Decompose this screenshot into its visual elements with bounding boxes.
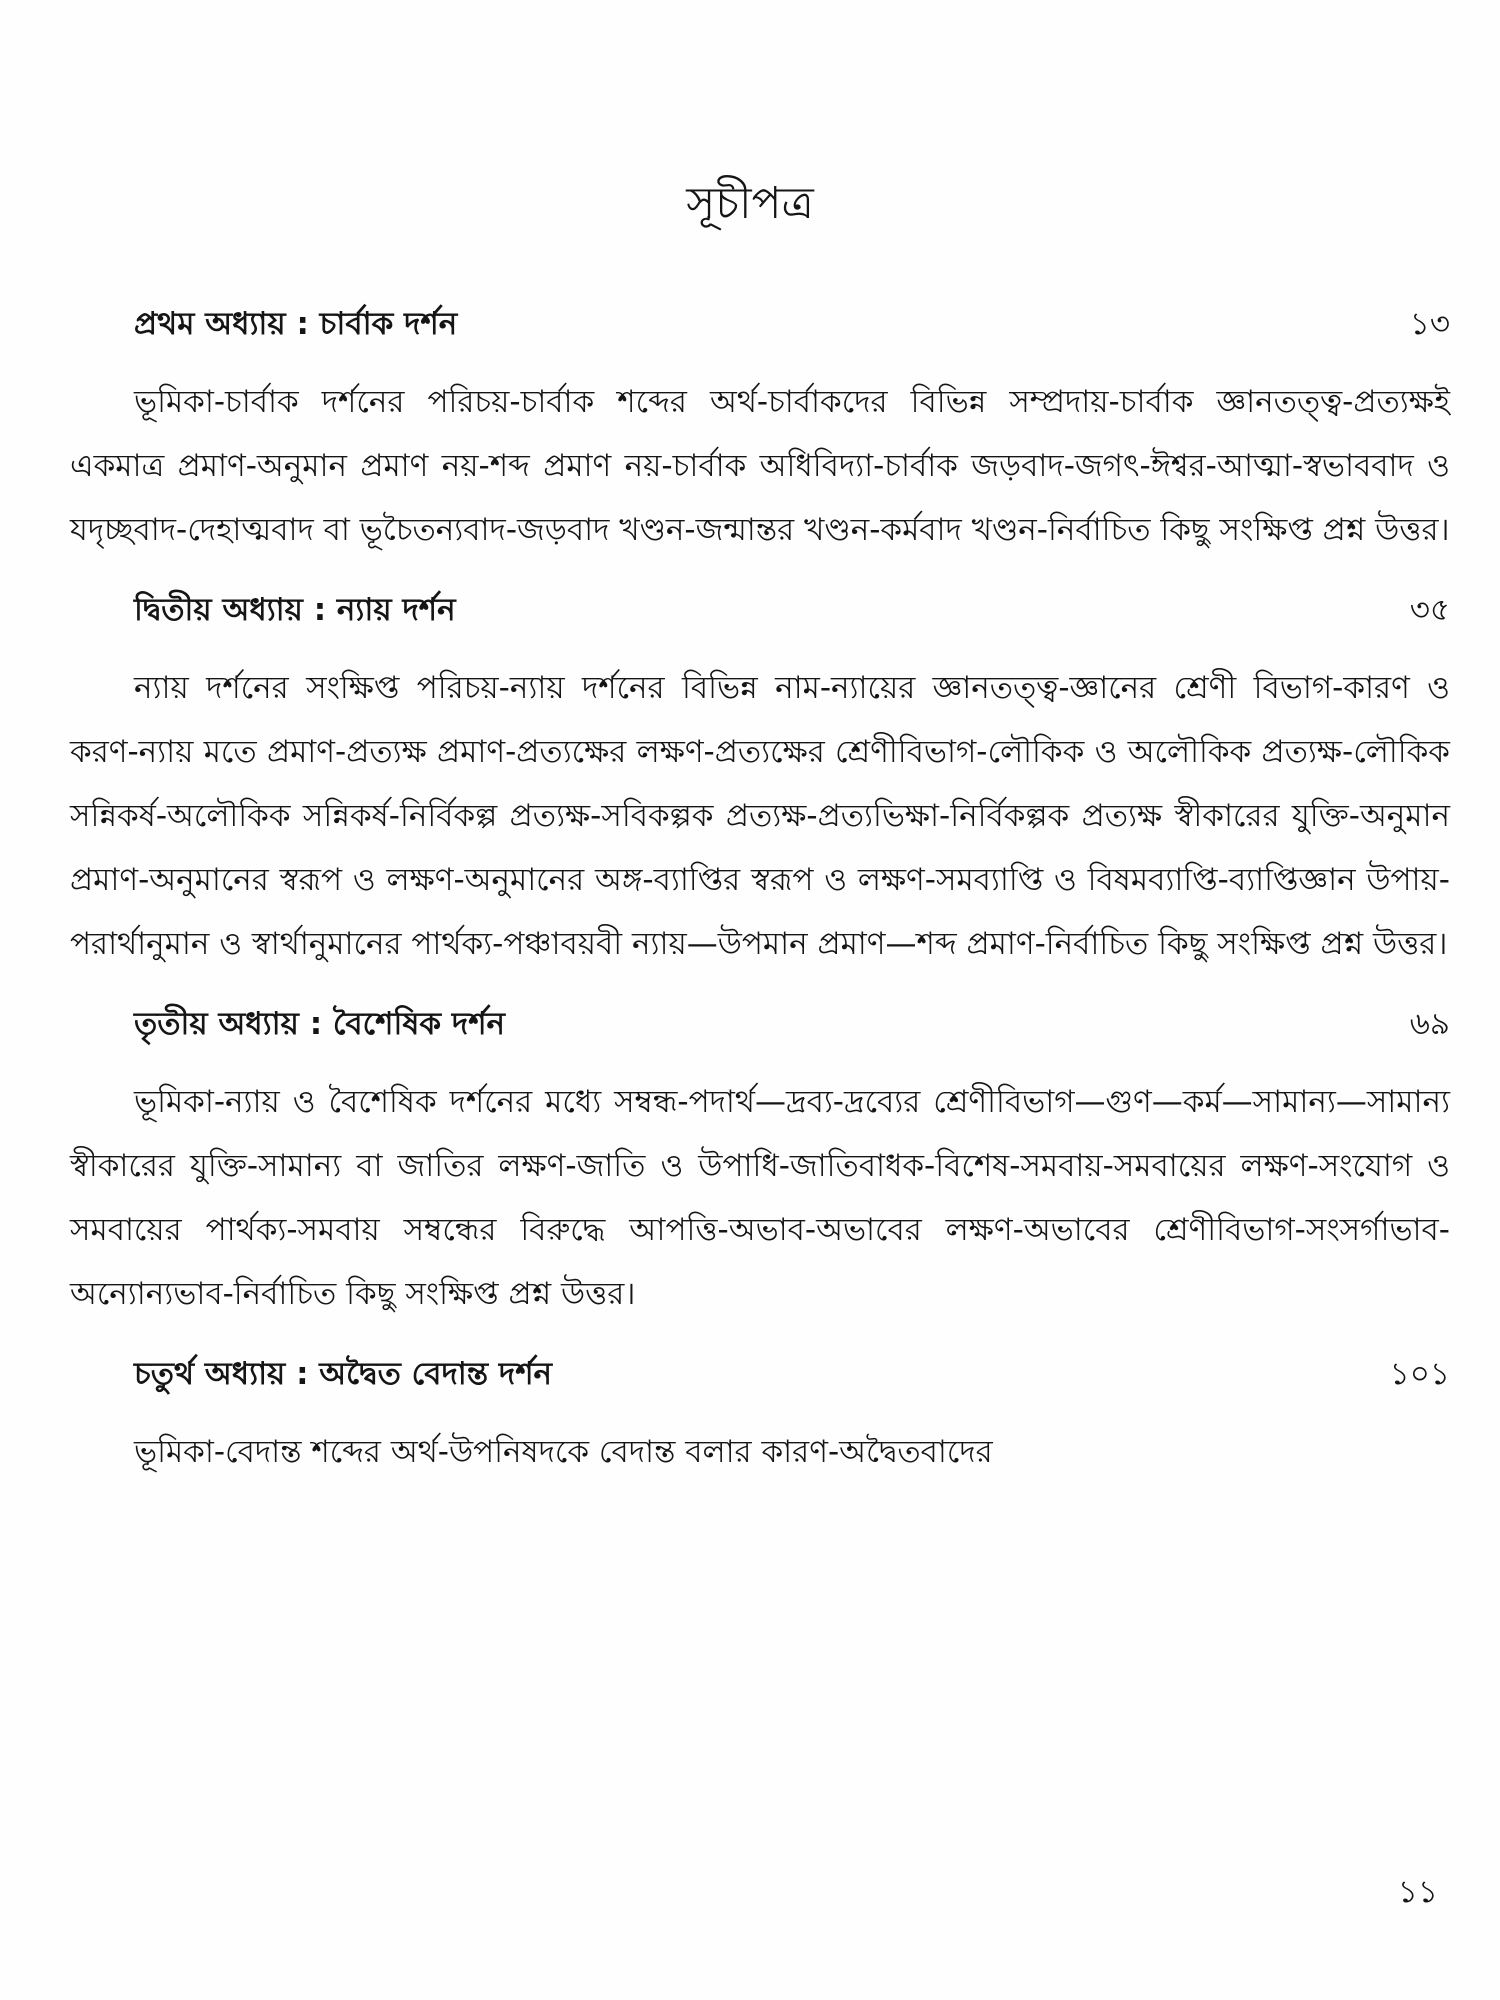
chapter-heading-row (70, 1000, 1450, 1052)
chapter-page-number: ৩৫ (1409, 592, 1450, 628)
chapter-entry (70, 1000, 1450, 1326)
chapter-heading-row (70, 1350, 1450, 1402)
chapter-page-number: ৬৯ (1409, 1006, 1450, 1042)
footer-page-number: ১১ (1397, 1874, 1438, 1910)
chapter-entry (70, 300, 1450, 562)
chapter-summary: ভূমিকা-চার্বাক দর্শনের পরিচয়-চার্বাক শব্দের অর্থ-চার্বাকদের বিভিন্ন সম্প্রদায়-চার্বাক জ্ঞানতত্ত্ব-প্রত্যক্ষই একমাত্র প্রমাণ-অনুমান প্রমাণ নয়-শব্দ প্রমাণ নয়-চার্বাক অধিবিদ্যা-চার্বাক জড়বাদ-জগৎ-ঈশ্বর-আত্মা-স্বভাববাদ ও যদৃচ্ছবাদ-দেহাত্মবাদ বা ভূচৈতন্যবাদ-জড়বাদ খণ্ডন-জন্মান্তর খণ্ডন-কর্মবাদ খণ্ডন-নির্বাচিত কিছু সংক্ষিপ্ত প্রশ্ন উত্তর। (70, 384, 1450, 548)
chapter-page-number: ১০১ (1389, 1356, 1450, 1392)
chapter-entry (70, 586, 1450, 976)
chapter-title: দ্বিতীয় অধ্যায় : ন্যায় দর্শন (134, 592, 456, 628)
chapter-summary: ভূমিকা-ন্যায় ও বৈশেষিক দর্শনের মধ্যে সম্বন্ধ-পদার্থ—দ্রব্য-দ্রব্যের শ্রেণীবিভাগ—গুণ—কর্ম—সামান্য—সামান্য স্বীকারের যুক্তি-সামান্য বা জাতির লক্ষণ-জাতি ও উপাধি-জাতিবাধক-বিশেষ-সমবায়-সমবায়ের লক্ষণ-সংযোগ ও সমবায়ের পার্থক্য-সমবায় সম্বন্ধের বিরুদ্ধে আপত্তি-অভাব-অভাবের লক্ষণ-অভাবের শ্রেণীবিভাগ-সংসর্গাভাব-অন্যোন্যভাব-নির্বাচিত কিছু সংক্ষিপ্ত প্রশ্ন উত্তর। (70, 1084, 1450, 1312)
chapter-entry (70, 1350, 1450, 1484)
chapter-summary: ভূমিকা-বেদান্ত শব্দের অর্থ-উপনিষদকে বেদান্ত বলার কারণ-অদ্বৈতবাদের (134, 1434, 993, 1470)
chapter-title: তৃতীয় অধ্যায় : বৈশেষিক দর্শন (134, 1006, 506, 1042)
page-title: সূচীপত্র (686, 178, 814, 229)
table-of-contents (70, 300, 1450, 1508)
chapter-heading-row (70, 300, 1450, 352)
chapter-summary: ন্যায় দর্শনের সংক্ষিপ্ত পরিচয়-ন্যায় দর্শনের বিভিন্ন নাম-ন্যায়ের জ্ঞানতত্ত্ব-জ্ঞানের শ্রেণী বিভাগ-কারণ ও করণ-ন্যায় মতে প্রমাণ-প্রত্যক্ষ প্রমাণ-প্রত্যক্ষের লক্ষণ-প্রত্যক্ষের শ্রেণীবিভাগ-লৌকিক ও অলৌকিক প্রত্যক্ষ-লৌকিক সন্নিকর্ষ-অলৌকিক সন্নিকর্ষ-নির্বিকল্প প্রত্যক্ষ-সবিকল্পক প্রত্যক্ষ-প্রত্যভিক্ষা-নির্বিকল্পক প্রত্যক্ষ স্বীকারের যুক্তি-অনুমান প্রমাণ-অনুমানের স্বরূপ ও লক্ষণ-অনুমানের অঙ্গ-ব্যাপ্তির স্বরূপ ও লক্ষণ-সমব্যাপ্তি ও বিষমব্যাপ্তি-ব্যাপ্তিজ্ঞান উপায়-পরার্থানুমান ও স্বার্থানুমানের পার্থক্য-পঞ্চাবয়বী ন্যায়—উপমান প্রমাণ—শব্দ প্রমাণ-নির্বাচিত কিছু সংক্ষিপ্ত প্রশ্ন উত্তর। (70, 670, 1450, 962)
chapter-title: চতুর্থ অধ্যায় : অদ্বৈত বেদান্ত দর্শন (134, 1356, 553, 1392)
chapter-title: প্রথম অধ্যায় : চার্বাক দর্শন (134, 306, 458, 342)
chapter-heading-row (70, 586, 1450, 638)
chapter-page-number: ১৩ (1409, 306, 1450, 342)
